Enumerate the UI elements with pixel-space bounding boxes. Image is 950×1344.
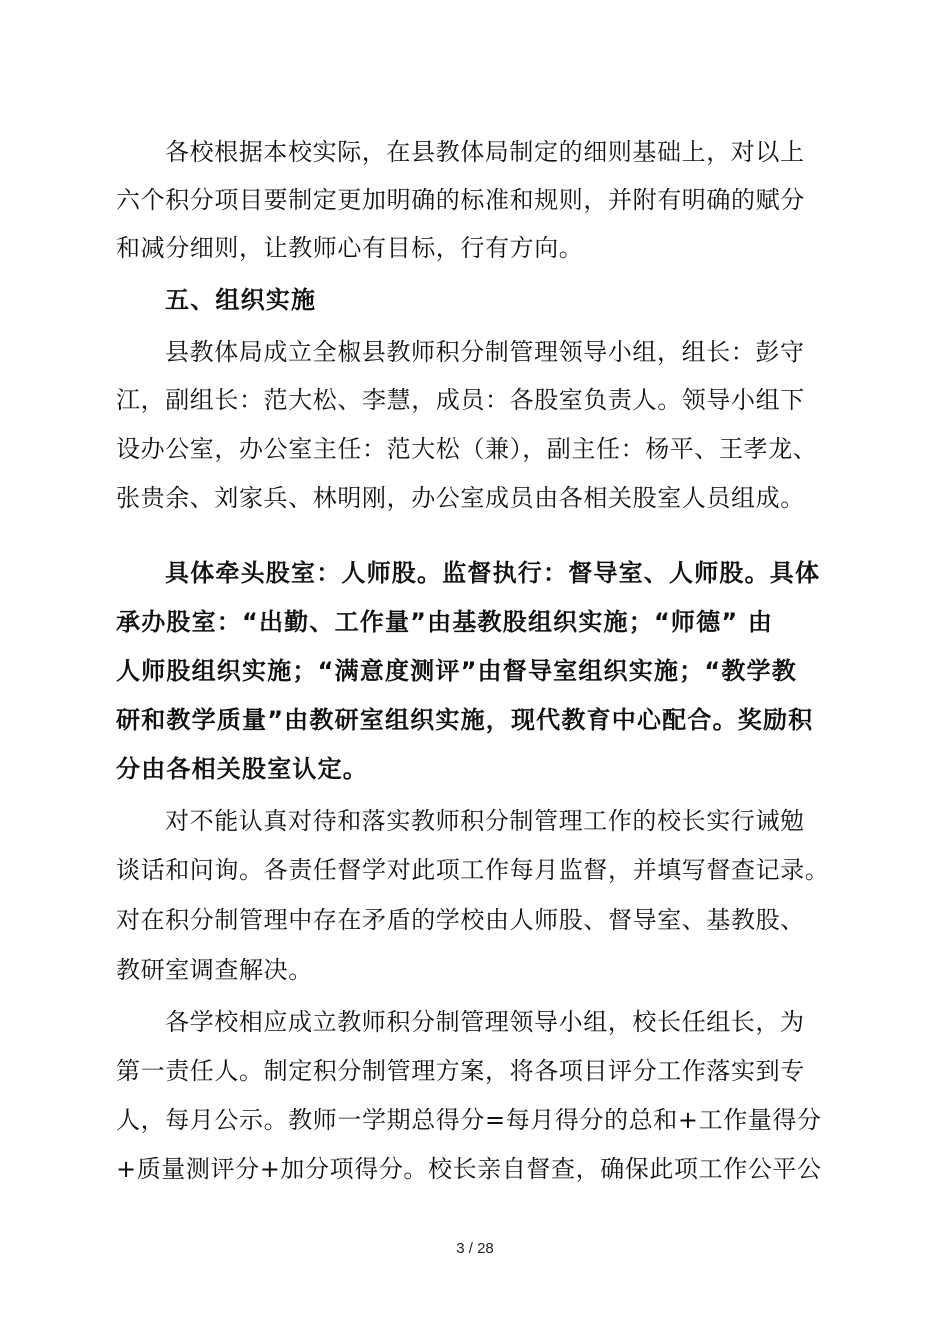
paragraph-1-line-3: 和减分细则，让教师心有目标，行有方向。 [116, 234, 584, 262]
paragraph-4-line-3: 人师股组织实施；“满意度测评”由督导室组织实施；“教学教 [116, 657, 797, 685]
paragraph-5-line-2: 谈话和问询。各责任督学对此项工作每月监督，并填写督查记录。 [116, 856, 830, 884]
paragraph-6-line-4: +质量测评分+加分项得分。校长亲自督查，确保此项工作公平公 [116, 1155, 822, 1183]
paragraph-1-line-2: 六个积分项目要制定更加明确的标准和规则，并附有明确的赋分 [116, 186, 805, 214]
section-heading: 五、组织实施 [165, 286, 317, 314]
paragraph-3-line-1: 县教体局成立全椒县教师积分制管理领导小组，组长：彭守 [165, 338, 805, 366]
paragraph-3-line-3: 设办公室，办公室主任：范大松（兼），副主任：杨平、王孝龙、 [116, 435, 818, 463]
paragraph-5-line-4: 教研室调查解决。 [116, 956, 313, 984]
paragraph-4-line-5: 分由各相关股室认定。 [116, 755, 368, 783]
paragraph-6-line-2: 第一责任人。制定积分制管理方案，将各项目评分工作落实到专 [116, 1057, 805, 1085]
paragraph-6-line-1: 各学校相应成立教师积分制管理领导小组，校长任组长，为 [165, 1008, 805, 1036]
paragraph-3-line-4: 张贵余、刘家兵、林明刚，办公室成员由各相关股室人员组成。 [116, 484, 805, 512]
page-number: 3 / 28 [456, 1240, 494, 1257]
paragraph-5-line-1: 对不能认真对待和落实教师积分制管理工作的校长实行诫勉 [165, 807, 805, 835]
paragraph-1-line-1: 各校根据本校实际，在县教体局制定的细则基础上，对以上 [165, 138, 805, 166]
paragraph-4-line-1: 具体牵头股室：人师股。监督执行：督导室、人师股。具体 [165, 559, 821, 587]
paragraph-5-line-3: 对在积分制管理中存在矛盾的学校由人师股、督导室、基教股、 [116, 906, 805, 934]
paragraph-4-line-2: 承办股室：“出勤、工作量”由基教股组织实施；“师德” 由 [116, 608, 774, 636]
paragraph-6-line-3: 人，每月公示。教师一学期总得分=每月得分的总和+工作量得分 [116, 1106, 822, 1134]
paragraph-4-line-4: 研和教学质量”由教研室组织实施，现代教育中心配合。奖励积 [116, 706, 814, 734]
paragraph-3-line-2: 江，副组长：范大松、李慧，成员：各股室负责人。领导小组下 [116, 386, 805, 414]
